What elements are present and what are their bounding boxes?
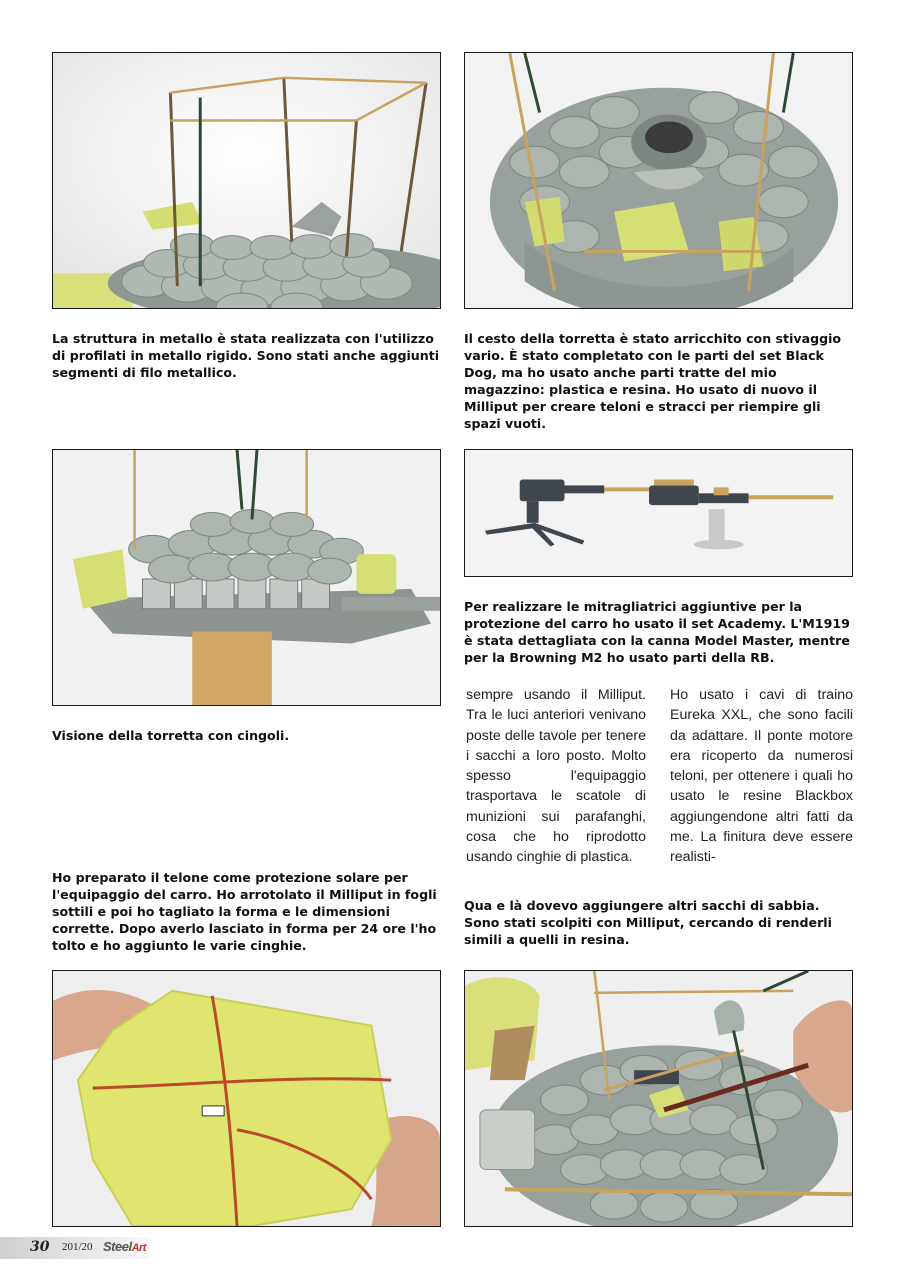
photo-machine-guns	[464, 449, 853, 577]
caption-photo-2: Il cesto della torretta è stato arricchito con stivaggio vario. È stato completato con le parti del set Black Dog, ma ho usato anche parti tratte del mio magazzino: plastica e resina. Ho usato di nuovo il Milliput per creare teloni e stracci per riempire gli spazi vuoti.	[464, 331, 842, 431]
photo-putty-sun-tarp	[52, 970, 441, 1227]
photo-sculpting-sandbags	[464, 970, 853, 1227]
magazine-suffix: Art	[131, 1242, 146, 1254]
caption-photo-4: Per realizzare le mitragliatrici aggiuntive per la protezione del carro ho usato il set Academy. L'M1919 è stata dettagliata con la canna Model Master, mentre per la Browning M2 ho usato parti della RB.	[464, 599, 850, 665]
magazine-logo	[103, 1239, 146, 1254]
caption-photo-6: Qua e là dovevo aggiungere altri sacchi di sabbia. Sono stati scolpiti con Milliput, cercando di renderli simili a quelli in resina.	[464, 898, 832, 947]
body-text-column-1: sempre usando il Milliput. Tra le luci anteriori venivano poste delle tavole per tenere i sacchi a loro posto. Molto spesso l'equipaggio trasportava le scatole di munizioni sui parafanghi, cosa che ho riprodotto usando cinghie di plastica.	[466, 687, 646, 866]
caption-photo-1: La struttura in metallo è stata realizzata con l'utilizzo di profilati in metallo rigido. Sono stati anche aggiunti segmenti di filo metallico.	[52, 331, 440, 380]
body-text-column-2: Ho usato i cavi di traino Eureka XXL, che sono facili da adattare. Il ponte motore era ricoperto da numerosi teloni, per ottenere i quali ho usato le resine Blackbox aggiungendone altri fatti da me. La finitura deve essere realisti-	[670, 687, 853, 866]
caption-photo-5: Ho preparato il telone come protezione solare per l'equipaggio del carro. Ho arrotolato il Milliput in fogli sottili e poi ho tagliato la forma e le dimensioni corrette. Dopo averlo lasciato in forma per 24 ore l'ho tolto e ho aggiunto le varie cinghie.	[52, 870, 437, 953]
page-footer	[0, 1237, 160, 1261]
magazine-name: Steel	[103, 1239, 132, 1254]
photo-turret-with-tracks	[52, 449, 441, 706]
photo-turret-basket-stowage	[464, 52, 853, 309]
photo-turret-metal-frame	[52, 52, 441, 309]
caption-photo-3: Visione della torretta con cingoli.	[52, 728, 290, 743]
page-number: 30	[30, 1239, 50, 1255]
issue-number: 201/20	[62, 1241, 93, 1253]
